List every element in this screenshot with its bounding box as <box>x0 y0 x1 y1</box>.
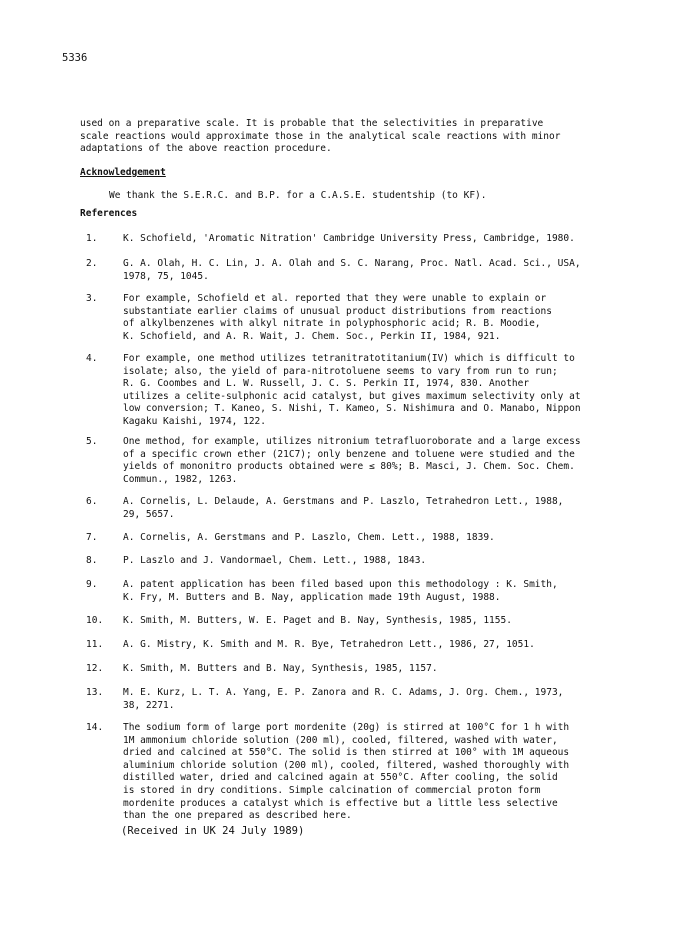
received-note: (Received in UK 24 July 1989) <box>121 825 305 837</box>
reference-text: G. A. Olah, H. C. Lin, J. A. Olah and S. C. Narang, Proc. Natl. Acad. Sci., USA, 1978, 75, 1045. <box>123 258 581 282</box>
reference-number: 12. <box>86 663 104 674</box>
reference-text: For example, Schofield et al. reported that they were unable to explain or substantiate earlier claims of unusual product distributions from reactions of alkylbenzenes with alkyl nitrate in polyphosphoric acid; R. B. Moodie, K. Schofield, and A. R. Wait, J. Chem. Soc., Perkin II, 1984, 921. <box>123 293 552 342</box>
reference-number: 13. <box>86 687 104 698</box>
reference-text: M. E. Kurz, L. T. A. Yang, E. P. Zanora and R. C. Adams, J. Org. Chem., 1973, 38, 2271. <box>123 687 564 711</box>
reference-number: 1. <box>86 233 98 244</box>
reference-text: K. Smith, M. Butters, W. E. Paget and B. Nay, Synthesis, 1985, 1155. <box>123 615 512 626</box>
reference-text: For example, one method utilizes tetranitratotitanium(IV) which is difficult to isolate; also, the yield of para-nitrotoluene seems to vary from run to run; R. G. Coombes and L. W. Russell, J. C. S. Perkin II, 1974, 830. Another utilizes a celite-sulphonic acid catalyst, but gives maximum selectivity only at low conversion; T. Kaneo, S. Nishi, T. Kameo, S. Nishimura and O. Manabo, Nippon Kagaku Kaishi, 1974, 122. <box>123 353 581 427</box>
reference-number: 5. <box>86 436 98 447</box>
reference-text: A. patent application has been filed based upon this methodology : K. Smith, K. Fry, M. Butters and B. Nay, application made 19th August, 1988. <box>123 579 558 603</box>
reference-number: 3. <box>86 293 98 304</box>
references-heading: References <box>80 208 138 219</box>
reference-text: The sodium form of large port mordenite (20g) is stirred at 100°C for 1 h with 1M ammonium chloride solution (200 ml), cooled, filtered, washed with water, dried and calcined at 550°C. The solid is then stirred at 100° with 1M aqueous aluminium chloride solution (200 ml), cooled, filtered, washed thoroughly with distilled water, dried and calcined again at 550°C. After cooling, the solid is stored in dry conditions. Simple calcination of commercial proton form mordenite produces a catalyst which is effective but a little less selective than the one prepared as described here. <box>123 722 570 822</box>
reference-text: A. Cornelis, L. Delaude, A. Gerstmans and P. Laszlo, Tetrahedron Lett., 1988, 29, 5657. <box>123 496 564 520</box>
reference-number: 7. <box>86 532 98 543</box>
reference-text: K. Smith, M. Butters and B. Nay, Synthesis, 1985, 1157. <box>123 663 438 674</box>
reference-text: A. Cornelis, A. Gerstmans and P. Laszlo, Chem. Lett., 1988, 1839. <box>123 532 495 543</box>
page-number: 5336 <box>62 52 88 64</box>
intro-line: scale reactions would approximate those in the analytical scale reactions with minor <box>80 130 561 142</box>
intro-line: used on a preparative scale. It is probable that the selectivities in preparative <box>80 118 544 129</box>
reference-number: 8. <box>86 555 98 566</box>
intro-line: adaptations of the above reaction procedure. <box>80 143 332 155</box>
acknowledgement-text: We thank the S.E.R.C. and B.P. for a C.A.S.E. studentship (to KF). <box>109 190 487 201</box>
intro-paragraph <box>80 118 620 156</box>
reference-number: 4. <box>86 353 98 364</box>
reference-number: 11. <box>86 639 104 650</box>
reference-number: 14. <box>86 722 104 733</box>
reference-text: K. Schofield, 'Aromatic Nitration' Cambridge University Press, Cambridge, 1980. <box>123 233 575 244</box>
reference-number: 10. <box>86 615 104 626</box>
reference-text: P. Laszlo and J. Vandormael, Chem. Lett., 1988, 1843. <box>123 555 427 566</box>
reference-text: One method, for example, utilizes nitronium tetrafluoroborate and a large excess of a specific crown ether (21C7); only benzene and toluene were studied and the yields of mononitro products obtained were ≤ 80%; B. Masci, J. Chem. Soc. Chem. Commun., 1982, 1263. <box>123 436 581 485</box>
reference-number: 6. <box>86 496 98 507</box>
acknowledgement-heading: Acknowledgement <box>80 167 166 178</box>
reference-text: A. G. Mistry, K. Smith and M. R. Bye, Tetrahedron Lett., 1986, 27, 1051. <box>123 639 535 650</box>
reference-number: 2. <box>86 258 98 269</box>
reference-number: 9. <box>86 579 98 590</box>
